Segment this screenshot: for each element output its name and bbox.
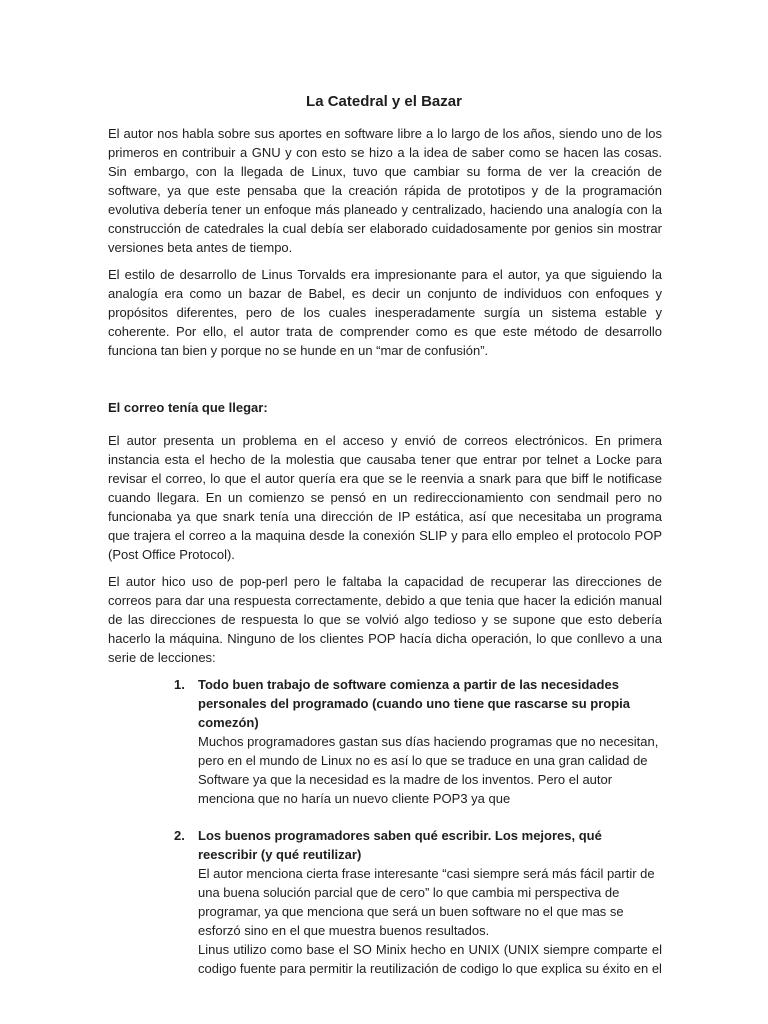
lesson-number: 1.: [174, 677, 185, 692]
intro-paragraph: El autor nos habla sobre sus aportes en software libre a lo largo de los años, siendo uno de los primeros en contribuir a GNU y con esto se hizo a la idea de saber como se hacen las cosas. Sin embargo, con la llegada de Linux, tuvo que cambiar su forma de ver la creación de software, ya que este pensaba que la creación rápida de prototipos y de la programación evolutiva debería tener un enfoque más planeado y centralizado, haciendo una analogía con la construcción de catedrales la cual debía ser elaborado cuidadosamente por genios sin mostrar versiones beta antes de tiempo.: [108, 126, 662, 255]
lessons-list: [108, 675, 662, 978]
section-paragraph: El autor hico uso de pop-perl pero le faltaba la capacidad de recuperar las direcciones de correos para dar una respuesta correctamente, debido a que tenia que hacer la edición manual de las direcciones de respuesta lo que se volvió algo tedioso y se supone que esto debería hacerlo la máquina. Ninguno de los clientes POP hacía dicha operación, lo que conllevo a una serie de lecciones:: [108, 574, 662, 665]
intro-paragraph: El estilo de desarrollo de Linus Torvalds era impresionante para el autor, ya que siguiendo la analogía era como un bazar de Babel, es decir un conjunto de individuos con enfoques y propósitos diferentes, pero de los cuales inesperadamente surgía un sistema estable y coherente. Por ello, el autor trata de comprender como es que este método de desarrollo funciona tan bien y porque no se hunde en un “mar de confusión”.: [108, 267, 662, 358]
lesson-number: 2.: [174, 828, 185, 843]
section-paragraph: El autor presenta un problema en el acceso y envió de correos electrónicos. En primera instancia esta el hecho de la molestia que causaba tener que entrar por telnet a Locke para revisar el correo, lo que el autor quería era que se le reenvia a snark para que biff le notificase cuando llegara. En un comienzo se pensó en un redireccionamiento con sendmail pero no funcionaba ya que snark tenía una dirección de IP estática, así que necesitaba un programa que trajera el correo a la maquina desde la conexión SLIP y para ello empleo el protocolo POP (Post Office Protocol).: [108, 433, 662, 562]
section-heading: El correo tenía que llegar:: [108, 400, 268, 415]
list-item: [174, 826, 662, 978]
lesson-body: El autor menciona cierta frase interesante “casi siempre será más fácil partir de una buena solución parcial que de cero” lo que cambia mi perspectiva de programar, ya que menciona que será un buen software no el que mas se esforzó sino en el que muestra buenos resultados.: [198, 866, 655, 938]
lesson-body: Linus utilizo como base el SO Minix hecho en UNIX (UNIX siempre comparte el codigo fuente para permitir la reutilización de codigo lo que explica su éxito en el: [198, 942, 662, 976]
lesson-title: Los buenos programadores saben qué escribir. Los mejores, qué reescribir (y qué reutilizar): [198, 828, 602, 862]
document-body: [108, 124, 662, 996]
lesson-title: Todo buen trabajo de software comienza a partir de las necesidades personales del programado (cuando uno tiene que rascarse su propia comezón): [198, 677, 630, 730]
lesson-body: Muchos programadores gastan sus días haciendo programas que no necesitan, pero en el mundo de Linux no es así lo que se traduce en una gran calidad de Software ya que la necesidad es la madre de los inventos. Pero el autor menciona que no haría un nuevo cliente POP3 ya que: [198, 734, 659, 806]
document-title: La Catedral y el Bazar: [306, 93, 462, 110]
list-item: [174, 675, 662, 808]
